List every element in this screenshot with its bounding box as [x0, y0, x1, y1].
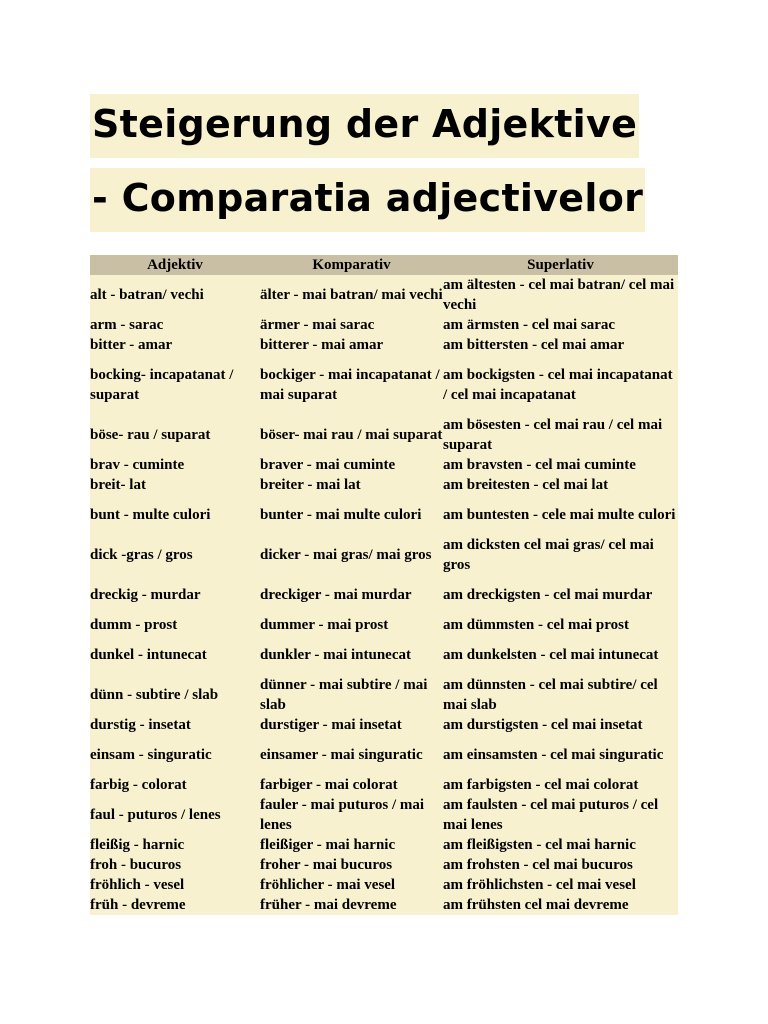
- table-row: [90, 855, 678, 875]
- cell-adjektiv: bitter - amar: [90, 337, 173, 353]
- table-row: [90, 475, 678, 495]
- cell-komparativ: farbiger - mai colorat: [260, 777, 398, 793]
- cell-superlativ: am dümmsten - cel mai prost: [443, 617, 629, 633]
- cell-komparativ: böser- mai rau / mai suparat: [260, 427, 443, 443]
- table-row: [90, 275, 678, 315]
- cell-komparativ: froher - mai bucuros: [260, 857, 393, 873]
- cell-komparativ: breiter - mai lat: [260, 477, 361, 493]
- cell-superlativ: am breitesten - cel mai lat: [443, 477, 609, 493]
- cell-superlativ: am dicksten cel mai gras/ cel mai gros: [443, 537, 654, 573]
- table-row: [90, 775, 678, 795]
- cell-adjektiv: dick -gras / gros: [90, 547, 193, 563]
- cell-adjektiv: faul - puturos / lenes: [90, 807, 221, 823]
- table-row: [90, 615, 678, 635]
- cell-komparativ: älter - mai batran/ mai vechi: [260, 287, 443, 303]
- table-row: [90, 635, 678, 675]
- title-line-1: Steigerung der Adjektive: [90, 94, 639, 158]
- cell-komparativ: bunter - mai multe culori: [260, 507, 422, 523]
- table-row: [90, 495, 678, 535]
- cell-adjektiv: einsam - singuratic: [90, 747, 212, 763]
- cell-superlativ: am fröhlichsten - cel mai vesel: [443, 877, 636, 893]
- cell-superlativ: am einsamsten - cel mai singuratic: [443, 747, 664, 763]
- table-row: [90, 875, 678, 895]
- cell-komparativ: dreckiger - mai murdar: [260, 587, 412, 603]
- table-row: [90, 835, 678, 855]
- cell-superlativ: am fleißigsten - cel mai harnic: [443, 837, 636, 853]
- cell-adjektiv: dünn - subtire / slab: [90, 687, 219, 703]
- cell-superlativ: am frohsten - cel mai bucuros: [443, 857, 633, 873]
- table-row: [90, 575, 678, 615]
- table-header-row: [90, 255, 678, 275]
- cell-adjektiv: breit- lat: [90, 477, 146, 493]
- cell-superlativ: am buntesten - cele mai multe culori: [443, 507, 676, 523]
- cell-adjektiv: brav - cuminte: [90, 457, 185, 473]
- cell-superlativ: am dreckigsten - cel mai murdar: [443, 587, 653, 603]
- cell-superlativ: am bravsten - cel mai cuminte: [443, 457, 636, 473]
- cell-superlativ: am farbigsten - cel mai colorat: [443, 777, 639, 793]
- table-row: [90, 335, 678, 355]
- cell-komparativ: dicker - mai gras/ mai gros: [260, 547, 432, 563]
- cell-komparativ: ärmer - mai sarac: [260, 317, 375, 333]
- cell-superlativ: am bösesten - cel mai rau / cel mai suparat: [443, 417, 663, 453]
- cell-komparativ: durstiger - mai insetat: [260, 717, 402, 733]
- cell-adjektiv: durstig - insetat: [90, 717, 191, 733]
- cell-komparativ: fröhlicher - mai vesel: [260, 877, 396, 893]
- cell-adjektiv: fleißig - harnic: [90, 837, 185, 853]
- table-row: [90, 895, 678, 915]
- table-row: [90, 735, 678, 775]
- cell-adjektiv: dunkel - intunecat: [90, 647, 207, 663]
- cell-komparativ: dummer - mai prost: [260, 617, 389, 633]
- cell-superlativ: am bockigsten - cel mai incapatanat / cel mai incapatanat: [443, 367, 673, 403]
- cell-superlativ: am dunkelsten - cel mai intunecat: [443, 647, 659, 663]
- cell-superlativ: am ärmsten - cel mai sarac: [443, 317, 616, 333]
- table-row: [90, 315, 678, 335]
- table-row: [90, 455, 678, 475]
- cell-superlativ: am bittersten - cel mai amar: [443, 337, 625, 353]
- cell-adjektiv: böse- rau / suparat: [90, 427, 211, 443]
- cell-superlativ: am durstigsten - cel mai insetat: [443, 717, 643, 733]
- cell-superlativ: am frühsten cel mai devreme: [443, 897, 629, 913]
- cell-komparativ: dunkler - mai intunecat: [260, 647, 411, 663]
- table-row: [90, 675, 678, 715]
- cell-adjektiv: farbig - colorat: [90, 777, 187, 793]
- cell-komparativ: fleißiger - mai harnic: [260, 837, 396, 853]
- cell-adjektiv: alt - batran/ vechi: [90, 287, 204, 303]
- cell-adjektiv: bunt - multe culori: [90, 507, 211, 523]
- cell-adjektiv: fröhlich - vesel: [90, 877, 185, 893]
- adjective-comparison-table: [90, 255, 678, 915]
- table-row: [90, 415, 678, 455]
- cell-adjektiv: dreckig - murdar: [90, 587, 201, 603]
- cell-komparativ: einsamer - mai singuratic: [260, 747, 423, 763]
- cell-adjektiv: froh - bucuros: [90, 857, 182, 873]
- table-row: [90, 795, 678, 835]
- header-komparativ: Komparativ: [260, 255, 443, 275]
- title-line-2: - Comparatia adjectivelor: [90, 168, 645, 232]
- cell-komparativ: braver - mai cuminte: [260, 457, 396, 473]
- cell-adjektiv: arm - sarac: [90, 317, 164, 333]
- cell-komparativ: fauler - mai puturos / mai lenes: [260, 797, 425, 833]
- table-row: [90, 355, 678, 415]
- cell-komparativ: bitterer - mai amar: [260, 337, 384, 353]
- cell-superlativ: am dünnsten - cel mai subtire/ cel mai slab: [443, 677, 658, 713]
- cell-superlativ: am faulsten - cel mai puturos / cel mai lenes: [443, 797, 659, 833]
- cell-komparativ: bockiger - mai incapatanat / mai suparat: [260, 367, 440, 403]
- cell-komparativ: früher - mai devreme: [260, 897, 397, 913]
- cell-adjektiv: früh - devreme: [90, 897, 186, 913]
- cell-superlativ: am ältesten - cel mai batran/ cel mai vechi: [443, 277, 675, 313]
- cell-adjektiv: dumm - prost: [90, 617, 178, 633]
- header-adjektiv: Adjektiv: [90, 255, 260, 275]
- cell-komparativ: dünner - mai subtire / mai slab: [260, 677, 428, 713]
- header-superlativ: Superlativ: [443, 255, 678, 275]
- table-row: [90, 715, 678, 735]
- table-row: [90, 535, 678, 575]
- cell-adjektiv: bocking- incapatanat / suparat: [90, 367, 234, 403]
